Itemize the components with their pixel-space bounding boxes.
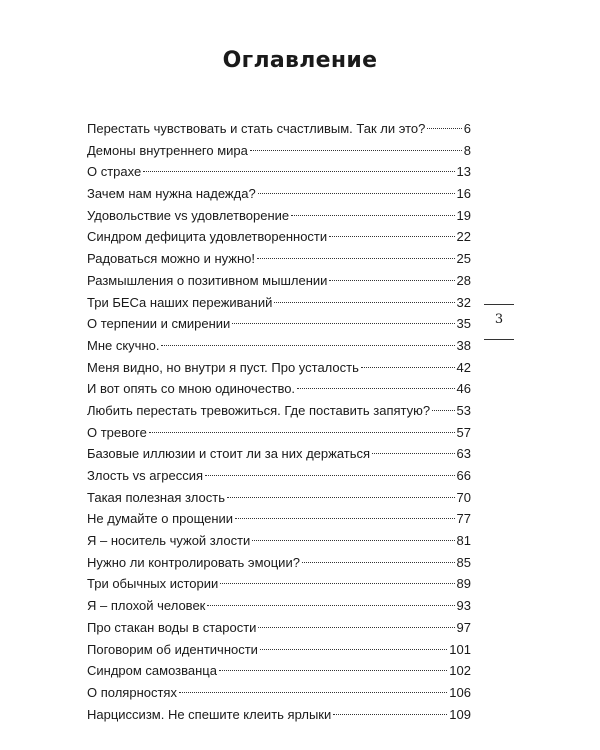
toc-entry [87, 292, 471, 314]
toc-leader-dots [219, 670, 447, 671]
toc-entry-page: 89 [456, 576, 471, 592]
toc-leader-dots [329, 236, 454, 237]
toc-leader-dots [161, 345, 454, 346]
toc-entry [87, 205, 471, 227]
toc-leader-dots [143, 171, 454, 172]
toc-entry-title: Три БЕСа наших переживаний [87, 294, 273, 310]
toc-entry-page: 109 [449, 706, 471, 722]
toc-entry [87, 660, 471, 682]
toc-entry [87, 400, 471, 422]
toc-leader-dots [252, 540, 454, 541]
toc-entry-page: 53 [456, 402, 471, 418]
table-of-contents [87, 118, 471, 725]
toc-entry-page: 25 [456, 251, 471, 267]
toc-entry-page: 46 [456, 381, 471, 397]
toc-entry-page: 19 [456, 207, 471, 223]
toc-leader-dots [235, 518, 454, 519]
toc-leader-dots [232, 323, 454, 324]
toc-leader-dots [257, 258, 455, 259]
toc-entry [87, 335, 471, 357]
toc-entry-page: 57 [456, 424, 471, 440]
toc-entry [87, 639, 471, 661]
toc-entry-title: Про стакан воды в старости [87, 619, 257, 635]
toc-entry [87, 573, 471, 595]
toc-entry [87, 118, 471, 140]
toc-entry-page: 77 [456, 511, 471, 527]
toc-entry-title: Удовольствие vs удовлетворение [87, 207, 290, 223]
toc-entry [87, 682, 471, 704]
toc-leader-dots [427, 128, 461, 129]
toc-entry [87, 443, 471, 465]
toc-leader-dots [333, 714, 447, 715]
toc-entry-page: 38 [456, 337, 471, 353]
toc-entry [87, 552, 471, 574]
toc-leader-dots [372, 453, 454, 454]
toc-leader-dots [207, 605, 454, 606]
toc-entry-title: Три обычных истории [87, 576, 219, 592]
toc-entry-page: 102 [449, 663, 471, 679]
toc-entry-page: 70 [456, 489, 471, 505]
toc-entry-title: Злость vs агрессия [87, 468, 203, 483]
toc-leader-dots [302, 562, 455, 563]
toc-entry [87, 530, 471, 552]
toc-entry-page: 106 [449, 684, 471, 700]
page-number: 3 [494, 312, 504, 327]
toc-leader-dots [329, 280, 454, 281]
toc-entry-page: 66 [456, 468, 471, 483]
toc-entry [87, 161, 471, 183]
toc-entry [87, 313, 471, 335]
toc-leader-dots [250, 150, 462, 151]
toc-entry-title: Поговорим об идентичности [87, 641, 258, 657]
toc-entry-title: Зачем нам нужна надежда? [87, 186, 256, 202]
toc-entry-page: 6 [463, 121, 471, 136]
toc-entry-page: 81 [456, 533, 471, 549]
toc-entry-title: Я – носитель чужой злости [87, 533, 251, 549]
toc-leader-dots [205, 475, 455, 476]
toc-leader-dots [260, 649, 447, 650]
toc-entry [87, 248, 471, 270]
toc-entry-page: 32 [456, 294, 471, 310]
toc-entry-title: О терпении и смирении [87, 316, 231, 332]
toc-entry-page: 22 [456, 229, 471, 245]
toc-entry-title: Такая полезная злость [87, 489, 225, 505]
toc-entry [87, 704, 471, 726]
marker-top-rule [484, 304, 514, 305]
toc-entry-title: Любить перестать тревожиться. Где поставить запятую? [87, 402, 431, 418]
toc-leader-dots [179, 692, 447, 693]
marker-bottom-rule [484, 339, 514, 340]
toc-leader-dots [258, 193, 455, 194]
toc-entry [87, 226, 471, 248]
toc-entry-title: О страхе [87, 164, 142, 180]
toc-entry-title: Перестать чувствовать и стать счастливым. Так ли это? [87, 121, 426, 136]
toc-entry-page: 28 [456, 272, 471, 288]
toc-leader-dots [361, 367, 455, 368]
toc-leader-dots [220, 583, 454, 584]
page-title: Оглавление [222, 48, 378, 73]
toc-entry-title: Базовые иллюзии и стоит ли за них держаться [87, 446, 371, 462]
toc-entry-page: 13 [456, 164, 471, 180]
toc-entry [87, 140, 471, 162]
toc-entry-title: Демоны внутреннего мира [87, 142, 248, 158]
toc-entry [87, 465, 471, 487]
toc-leader-dots [274, 302, 454, 303]
toc-leader-dots [297, 388, 454, 389]
toc-entry-title: О полярностях [87, 684, 177, 700]
toc-entry-title: Нужно ли контролировать эмоции? [87, 554, 300, 570]
toc-entry-page: 93 [456, 598, 471, 614]
toc-leader-dots [258, 627, 454, 628]
toc-entry-title: Нарциссизм. Не спешите клеить ярлыки [87, 706, 332, 722]
toc-entry [87, 508, 471, 530]
toc-entry-title: Меня видно, но внутри я пуст. Про усталость [87, 359, 359, 375]
toc-entry [87, 270, 471, 292]
toc-entry-title: Не думайте о прощении [87, 511, 234, 527]
toc-entry-page: 85 [456, 554, 471, 570]
toc-leader-dots [291, 215, 454, 216]
toc-entry-page: 97 [456, 619, 471, 635]
toc-leader-dots [432, 410, 454, 411]
toc-entry-page: 35 [456, 316, 471, 332]
toc-entry [87, 183, 471, 205]
toc-leader-dots [227, 497, 455, 498]
toc-entry-title: Радоваться можно и нужно! [87, 251, 256, 267]
toc-entry-page: 8 [463, 142, 471, 158]
toc-entry-title: Синдром самозванца [87, 663, 217, 679]
toc-entry [87, 617, 471, 639]
toc-entry [87, 487, 471, 509]
toc-leader-dots [149, 432, 455, 433]
toc-entry-title: О тревоге [87, 424, 147, 440]
toc-entry [87, 357, 471, 379]
toc-entry-page: 42 [456, 359, 471, 375]
toc-entry-title: Размышления о позитивном мышлении [87, 272, 328, 288]
page-number-marker [484, 304, 514, 340]
toc-entry-title: Синдром дефицита удовлетворенности [87, 229, 328, 245]
toc-entry [87, 422, 471, 444]
toc-entry-page: 16 [456, 186, 471, 202]
toc-entry-title: Мне скучно. [87, 337, 160, 353]
toc-entry-page: 63 [456, 446, 471, 462]
toc-entry [87, 378, 471, 400]
toc-entry [87, 595, 471, 617]
toc-entry-page: 101 [449, 641, 471, 657]
toc-entry-title: Я – плохой человек [87, 598, 206, 614]
toc-entry-title: И вот опять со мною одиночество. [87, 381, 296, 397]
